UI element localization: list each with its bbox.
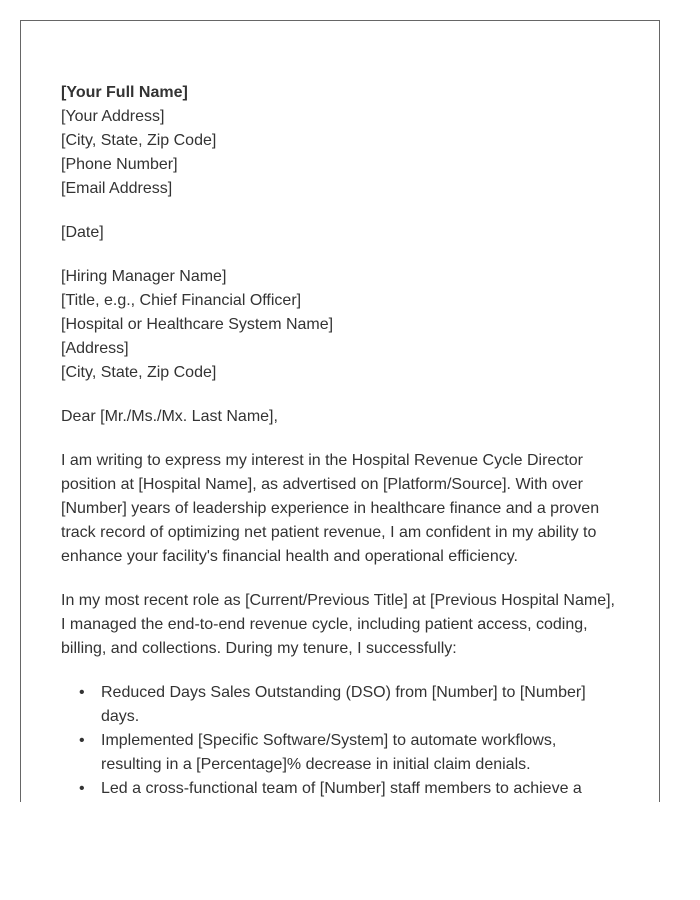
letter-page — [20, 20, 660, 802]
achievement-text: Led a cross-functional team of [Number] staff members to achieve a — [101, 780, 582, 797]
bullet-icon: • — [79, 732, 85, 749]
sender-address: [Your Address] — [61, 108, 165, 125]
list-item — [79, 681, 621, 729]
body-paragraph-2: In my most recent role as [Current/Previous Title] at [Previous Hospital Name], I managed the end-to-end revenue cycle, including patient access, coding, billing, and collections. During my tenure, I successfully: — [61, 592, 615, 657]
list-item — [79, 777, 621, 801]
recipient-city-state-zip: [City, State, Zip Code] — [61, 364, 217, 381]
achievement-text: Implemented [Specific Software/System] to automate workflows, resulting in a [Percentage]% decrease in initial claim denials. — [101, 732, 557, 773]
salutation-text: Dear [Mr./Ms./Mx. Last Name], — [61, 408, 278, 425]
bullet-icon: • — [79, 684, 85, 701]
achievement-text: Reduced Days Sales Outstanding (DSO) from [Number] to [Number] days. — [101, 684, 586, 725]
sender-name: [Your Full Name] — [61, 84, 188, 101]
sender-phone: [Phone Number] — [61, 156, 178, 173]
recipient-name: [Hiring Manager Name] — [61, 268, 227, 285]
recipient-organization: [Hospital or Healthcare System Name] — [61, 316, 334, 333]
recipient-address: [Address] — [61, 340, 129, 357]
sender-email: [Email Address] — [61, 180, 173, 197]
achievements-list — [61, 681, 621, 801]
letter-content — [61, 81, 621, 801]
recipient-block — [61, 265, 621, 385]
bullet-icon: • — [79, 780, 85, 797]
recipient-title: [Title, e.g., Chief Financial Officer] — [61, 292, 302, 309]
sender-city-state-zip: [City, State, Zip Code] — [61, 132, 217, 149]
list-item — [79, 729, 621, 777]
salutation — [61, 405, 621, 429]
date-block — [61, 221, 621, 245]
sender-block — [61, 81, 621, 201]
body-paragraph-1: I am writing to express my interest in the Hospital Revenue Cycle Director position at [Hospital Name], as advertised on [Platform/Source]. With over [Number] years of leadership experience in healthcare finance and a proven track record of optimizing net patient revenue, I am confident in my ability to enhance your facility's financial health and operational efficiency. — [61, 452, 600, 565]
letter-date: [Date] — [61, 224, 104, 241]
